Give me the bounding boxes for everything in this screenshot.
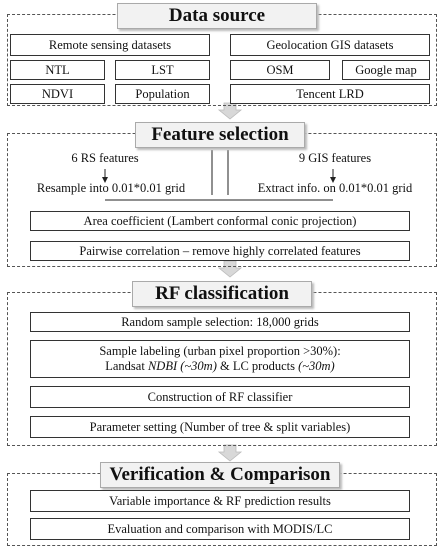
pairwise-correlation-box: Pairwise correlation – remove highly correlated features	[30, 241, 410, 261]
resample-label: Resample into 0.01*0.01 grid	[36, 181, 186, 195]
ntl-box: NTL	[10, 60, 105, 80]
variable-importance-box: Variable importance & RF prediction results	[30, 490, 410, 512]
sample-labeling-line2: Landsat NDBI (~30m) & LC products (~30m)	[105, 359, 335, 373]
extract-label: Extract info. on 0.01*0.01 grid	[257, 181, 413, 195]
parameter-setting-box: Parameter setting (Number of tree & split variables)	[30, 416, 410, 438]
sample-labeling-box	[30, 340, 410, 378]
data-source-title: Data source	[117, 3, 317, 29]
gis-datasets-label: Geolocation GIS datasets	[230, 34, 430, 56]
sample-labeling-line1: Sample labeling (urban pixel proportion >30%):	[99, 344, 341, 358]
rf-construction-box: Construction of RF classifier	[30, 386, 410, 408]
remote-sensing-label: Remote sensing datasets	[10, 34, 210, 56]
evaluation-box: Evaluation and comparison with MODIS/LC	[30, 518, 410, 540]
rs-features-label: 6 RS features	[71, 151, 139, 165]
section-arrow-3	[219, 445, 241, 461]
google-map-box: Google map	[342, 60, 430, 80]
gis-features-label: 9 GIS features	[298, 151, 372, 165]
tencent-lrd-box: Tencent LRD	[230, 84, 430, 104]
verification-title: Verification & Comparison	[100, 462, 340, 488]
rf-classification-title: RF classification	[132, 281, 312, 307]
ndvi-box: NDVI	[10, 84, 105, 104]
feature-selection-title: Feature selection	[135, 122, 305, 148]
random-sample-box: Random sample selection: 18,000 grids	[30, 312, 410, 332]
lst-box: LST	[115, 60, 210, 80]
area-coefficient-box: Area coefficient (Lambert conformal conic projection)	[30, 211, 410, 231]
osm-box: OSM	[230, 60, 330, 80]
population-box: Population	[115, 84, 210, 104]
